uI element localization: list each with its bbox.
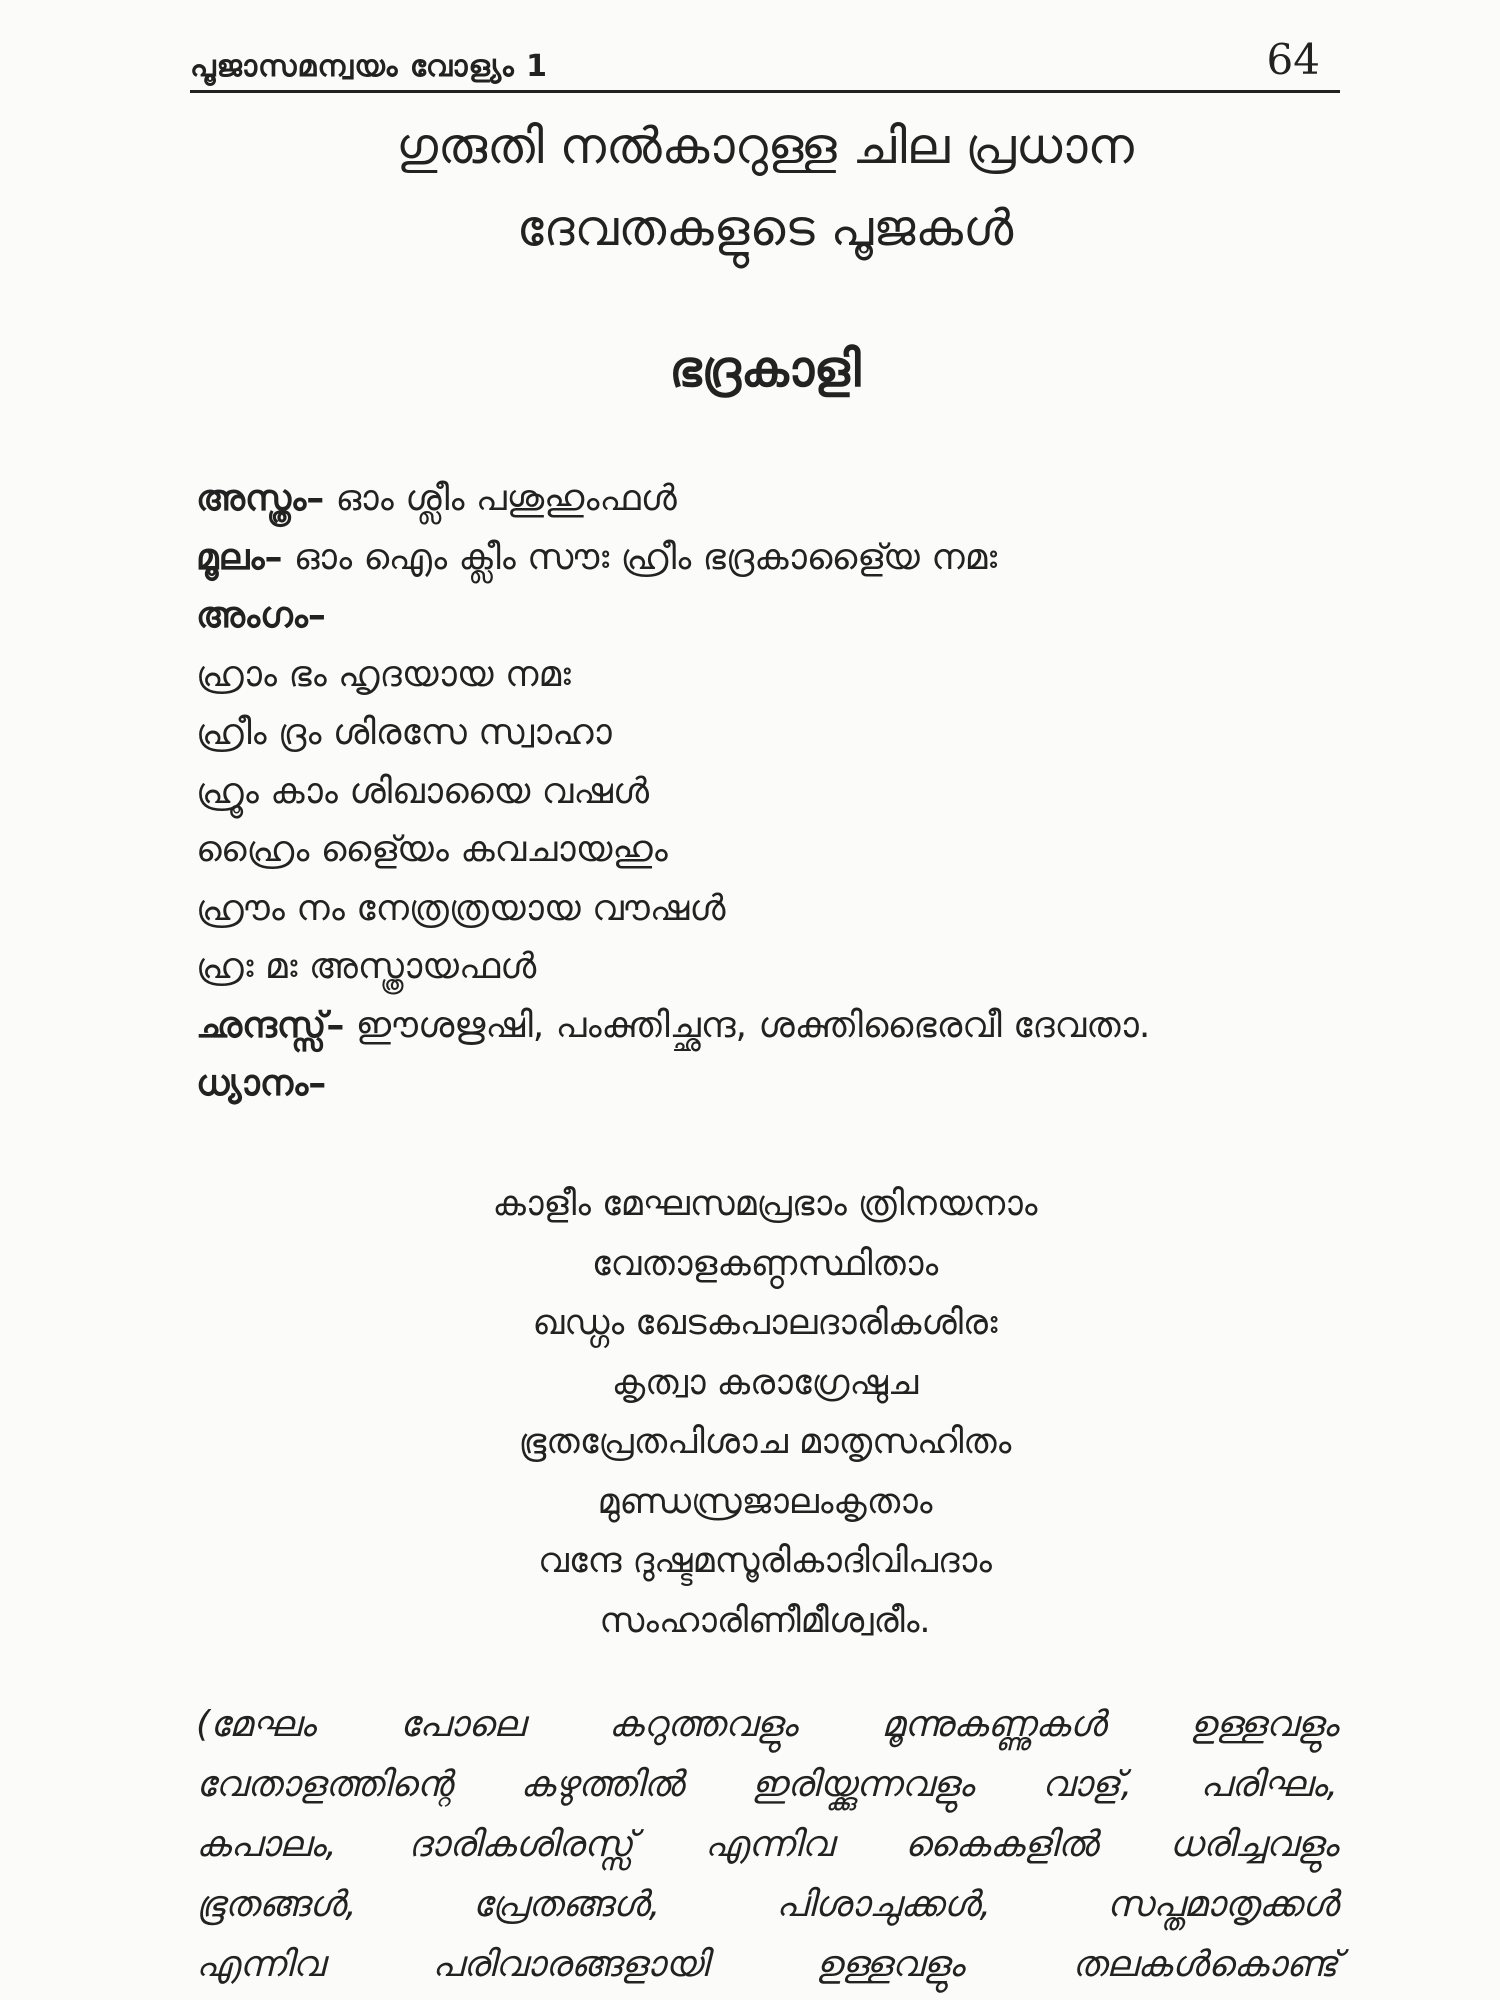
translation-line: (മേഘം പോലെ കറുത്തവളും മൂന്നുകണ്ണുകൾ ഉള്ളവളും (196, 1704, 1338, 1745)
chapter-title-line: ഗുരുതി നൽകാറുള്ള ചില പ്രധാന (396, 117, 1134, 175)
verse-line: വേതാളകണ്ഠസ്ഥിതാം (591, 1243, 939, 1284)
angam-line: ഹ്രഃ മഃ അസ്ത്രായഫൾ (196, 946, 537, 987)
translation-line: വേതാളത്തിന്റെ കഴുത്തിൽ ഇരിയ്ക്കുന്നവളും വാള്, പരിഘം, (196, 1764, 1338, 1805)
angam-line: ഹ്രാം ഭം ഹൃദയായ നമഃ (196, 653, 571, 695)
translation-paragraph (196, 1695, 1338, 1995)
verse-line: കൃത്വാ കരാഗ്രേഷുച (611, 1362, 919, 1403)
mantra-block (196, 470, 1336, 1114)
translation-line: എന്നിവ പരിവാരങ്ങളായി ഉള്ളവളും തലകൾകൊണ്ട് (196, 1944, 1338, 1985)
angam-line: ഹ്രൈം ളൈ്യം കവചായഹും (196, 829, 668, 870)
verse-line: ഭൂതപ്രേതപിശാച മാതൃസഹിതം (518, 1422, 1012, 1462)
translation-line: കപാലം, ദാരികശിരസ്സ് എന്നിവ കൈകളിൽ ധരിച്ചവളും (196, 1824, 1338, 1865)
moolam-text: ഓം ഐം ക്ലീം സൗഃ ഹ്രീം ഭദ്രകാളൈ്യ നമഃ (282, 536, 998, 578)
verse-line: മുണ്ഡസ്രജാലംകൃതാം (597, 1481, 933, 1522)
dhyanam-label: ധ്യാനം– (196, 1063, 327, 1104)
verse-line: വന്ദേ ദുഷ്ടമസൂരികാദിവിപദാം (538, 1541, 992, 1581)
angam-line: ഹ്രൗം നം നേത്രത്രയായ വൗഷൾ (196, 887, 726, 929)
angam-label: അംഗം– (196, 595, 326, 636)
running-title: പൂജാസമന്വയം വോള്യം 1 (190, 49, 549, 84)
moolam-label: മൂലം– (196, 536, 283, 578)
verse-line: സംഹാരിണീമീശ്വരീം. (599, 1600, 931, 1641)
verse-line: ഖഡ്ഗം ഖേടകപാലദാരികശിരഃ (532, 1303, 998, 1343)
chandas-text: ഈശഋഷി, പംക്തിച്ഛന്ദ, ശക്തിഭൈരവീ ദേവതാ. (344, 1004, 1151, 1046)
chandas-line (196, 997, 1336, 1056)
angam-line: ഹ്രീം ദ്രം ശിരസേ സ്വാഹാ (196, 712, 612, 753)
chapter-title (190, 105, 1340, 269)
astram-label: അസ്ത്രം– (196, 478, 325, 519)
page-header (190, 28, 1340, 93)
dhyana-verse (190, 1175, 1340, 1651)
moolam-line (196, 529, 1336, 588)
chapter-title-line: ദേവതകളുടെ പൂജകൾ (516, 199, 1014, 257)
section-title: ഭദ്രകാളി (669, 340, 861, 398)
verse-line: കാളീം മേഘസമപ്രഭാം ത്രിനയനാം (492, 1184, 1038, 1224)
astram-line (196, 470, 1336, 529)
astram-text: ഓം ശ്ലീം പശുഹുംഫൾ (324, 478, 677, 519)
page-number: 64 (1266, 35, 1320, 84)
translation-line: ഭൂതങ്ങൾ, പ്രേതങ്ങൾ, പിശാചുക്കൾ, സപ്തമാതൃക്കൾ (196, 1884, 1338, 1925)
chandas-label: ഛന്ദസ്സ്– (196, 1004, 345, 1046)
angam-line: ഹ്രൂം കാം ശിഖായൈ വഷൾ (196, 770, 650, 812)
